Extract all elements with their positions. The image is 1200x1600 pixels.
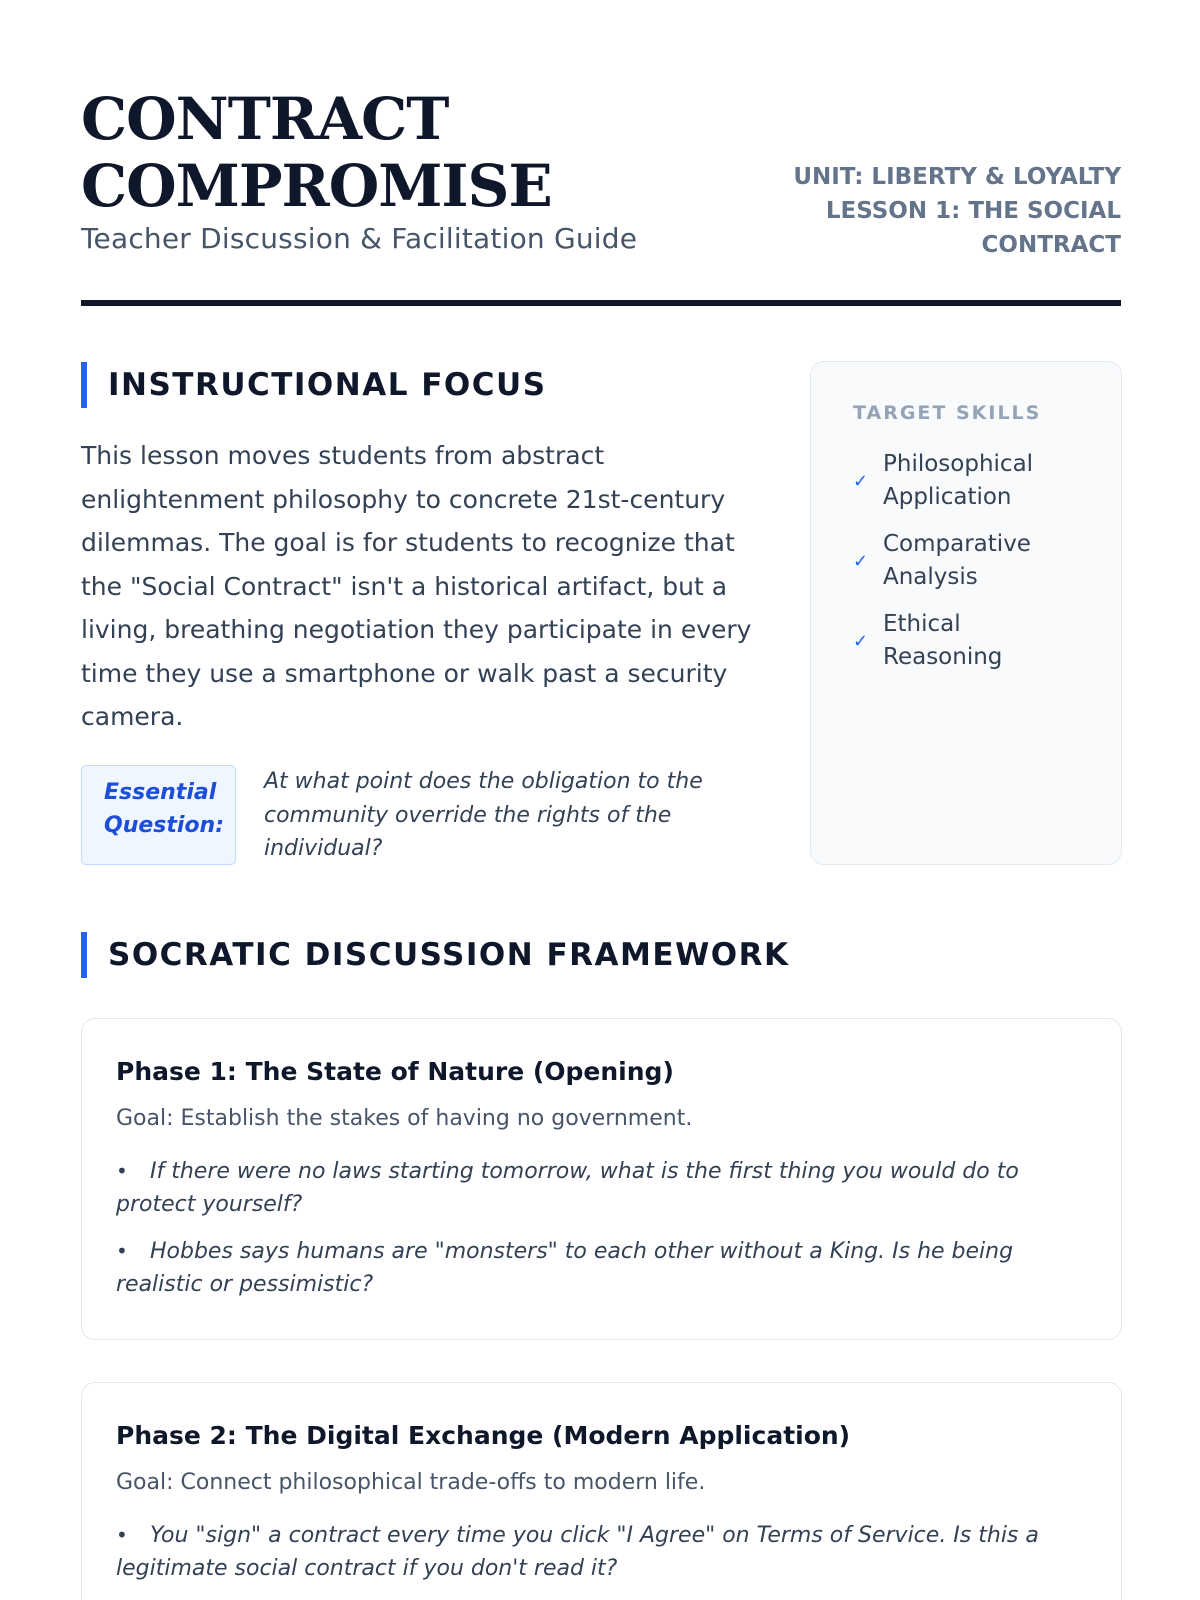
section-title: INSTRUCTIONAL FOCUS	[108, 367, 547, 403]
skill-label	[883, 448, 1033, 514]
question-text: If there were no laws starting tomorrow, what is the first thing you would do to protect yourself?	[116, 1159, 1019, 1217]
page-subtitle: Teacher Discussion & Facilitation Guide	[81, 222, 638, 255]
skill-label-line1: Comparative	[883, 531, 1031, 557]
question-text: Hobbes says humans are "monsters" to each other without a King. Is he being realistic or pessimistic?	[116, 1239, 1014, 1297]
skill-item	[853, 528, 1091, 594]
skill-label	[883, 528, 1031, 594]
essential-question-text: At what point does the obligation to the community override the rights of the individual?	[264, 769, 703, 861]
skill-label-line2: Application	[883, 484, 1012, 510]
section-accent-bar	[81, 362, 87, 408]
phase-card	[81, 1018, 1122, 1340]
section-accent-bar	[81, 932, 87, 978]
check-icon: ✓	[853, 630, 869, 652]
eq-label-line1: Essential	[104, 780, 217, 805]
discussion-question	[116, 1235, 1087, 1301]
check-icon: ✓	[853, 550, 869, 572]
question-text: You "sign" a contract every time you click "I Agree" on Terms of Service. Is this a legitimate social contract if you don't read it?	[116, 1523, 1039, 1581]
unit-lesson-meta	[793, 160, 1121, 262]
bullet-icon: •	[116, 1159, 128, 1183]
lesson-label-line1: LESSON 1: THE SOCIAL	[825, 198, 1121, 224]
phase-title: Phase 2: The Digital Exchange (Modern Application)	[116, 1421, 851, 1450]
bullet-icon: •	[116, 1239, 128, 1263]
skill-label-line1: Philosophical	[883, 451, 1034, 477]
instructional-focus-heading	[81, 362, 547, 408]
discussion-question	[116, 1155, 1087, 1221]
socratic-framework-heading	[81, 932, 790, 978]
skill-label-line1: Ethical	[883, 611, 961, 637]
phase-goal: Goal: Connect philosophical trade-offs to modern life.	[116, 1470, 706, 1495]
bullet-icon: •	[116, 1523, 128, 1547]
phase-title: Phase 1: The State of Nature (Opening)	[116, 1057, 674, 1086]
phase-goal: Goal: Establish the stakes of having no government.	[116, 1106, 693, 1131]
skill-item	[853, 448, 1091, 514]
unit-label: UNIT: LIBERTY & LOYALTY	[793, 164, 1121, 190]
skill-item	[853, 608, 1091, 674]
check-icon: ✓	[853, 470, 869, 492]
lesson-label-line2: CONTRACT	[981, 232, 1121, 258]
essential-question	[81, 765, 761, 866]
phase-card	[81, 1382, 1122, 1600]
header	[81, 85, 1121, 258]
skill-label	[883, 608, 1002, 674]
section-title: SOCRATIC DISCUSSION FRAMEWORK	[108, 937, 790, 973]
essential-question-label	[81, 765, 236, 865]
eq-label-line2: Question:	[104, 813, 225, 838]
discussion-question	[116, 1519, 1087, 1585]
page-title: CONTRACT COMPROMISE	[81, 85, 552, 220]
focus-body-text: This lesson moves students from abstract enlightenment philosophy to concrete 21st-century dilemmas. The goal is for students to recognize that the "Social Contract" isn't a historical artifact, but a living, breathing negotiation they participate in every time they use a smartphone or walk past a security camera.	[81, 441, 752, 731]
target-skills-title: TARGET SKILLS	[853, 402, 1042, 424]
skill-label-line2: Reasoning	[883, 644, 1003, 670]
skill-label-line2: Analysis	[883, 564, 978, 590]
target-skills-panel	[810, 361, 1122, 865]
header-divider	[81, 300, 1121, 306]
